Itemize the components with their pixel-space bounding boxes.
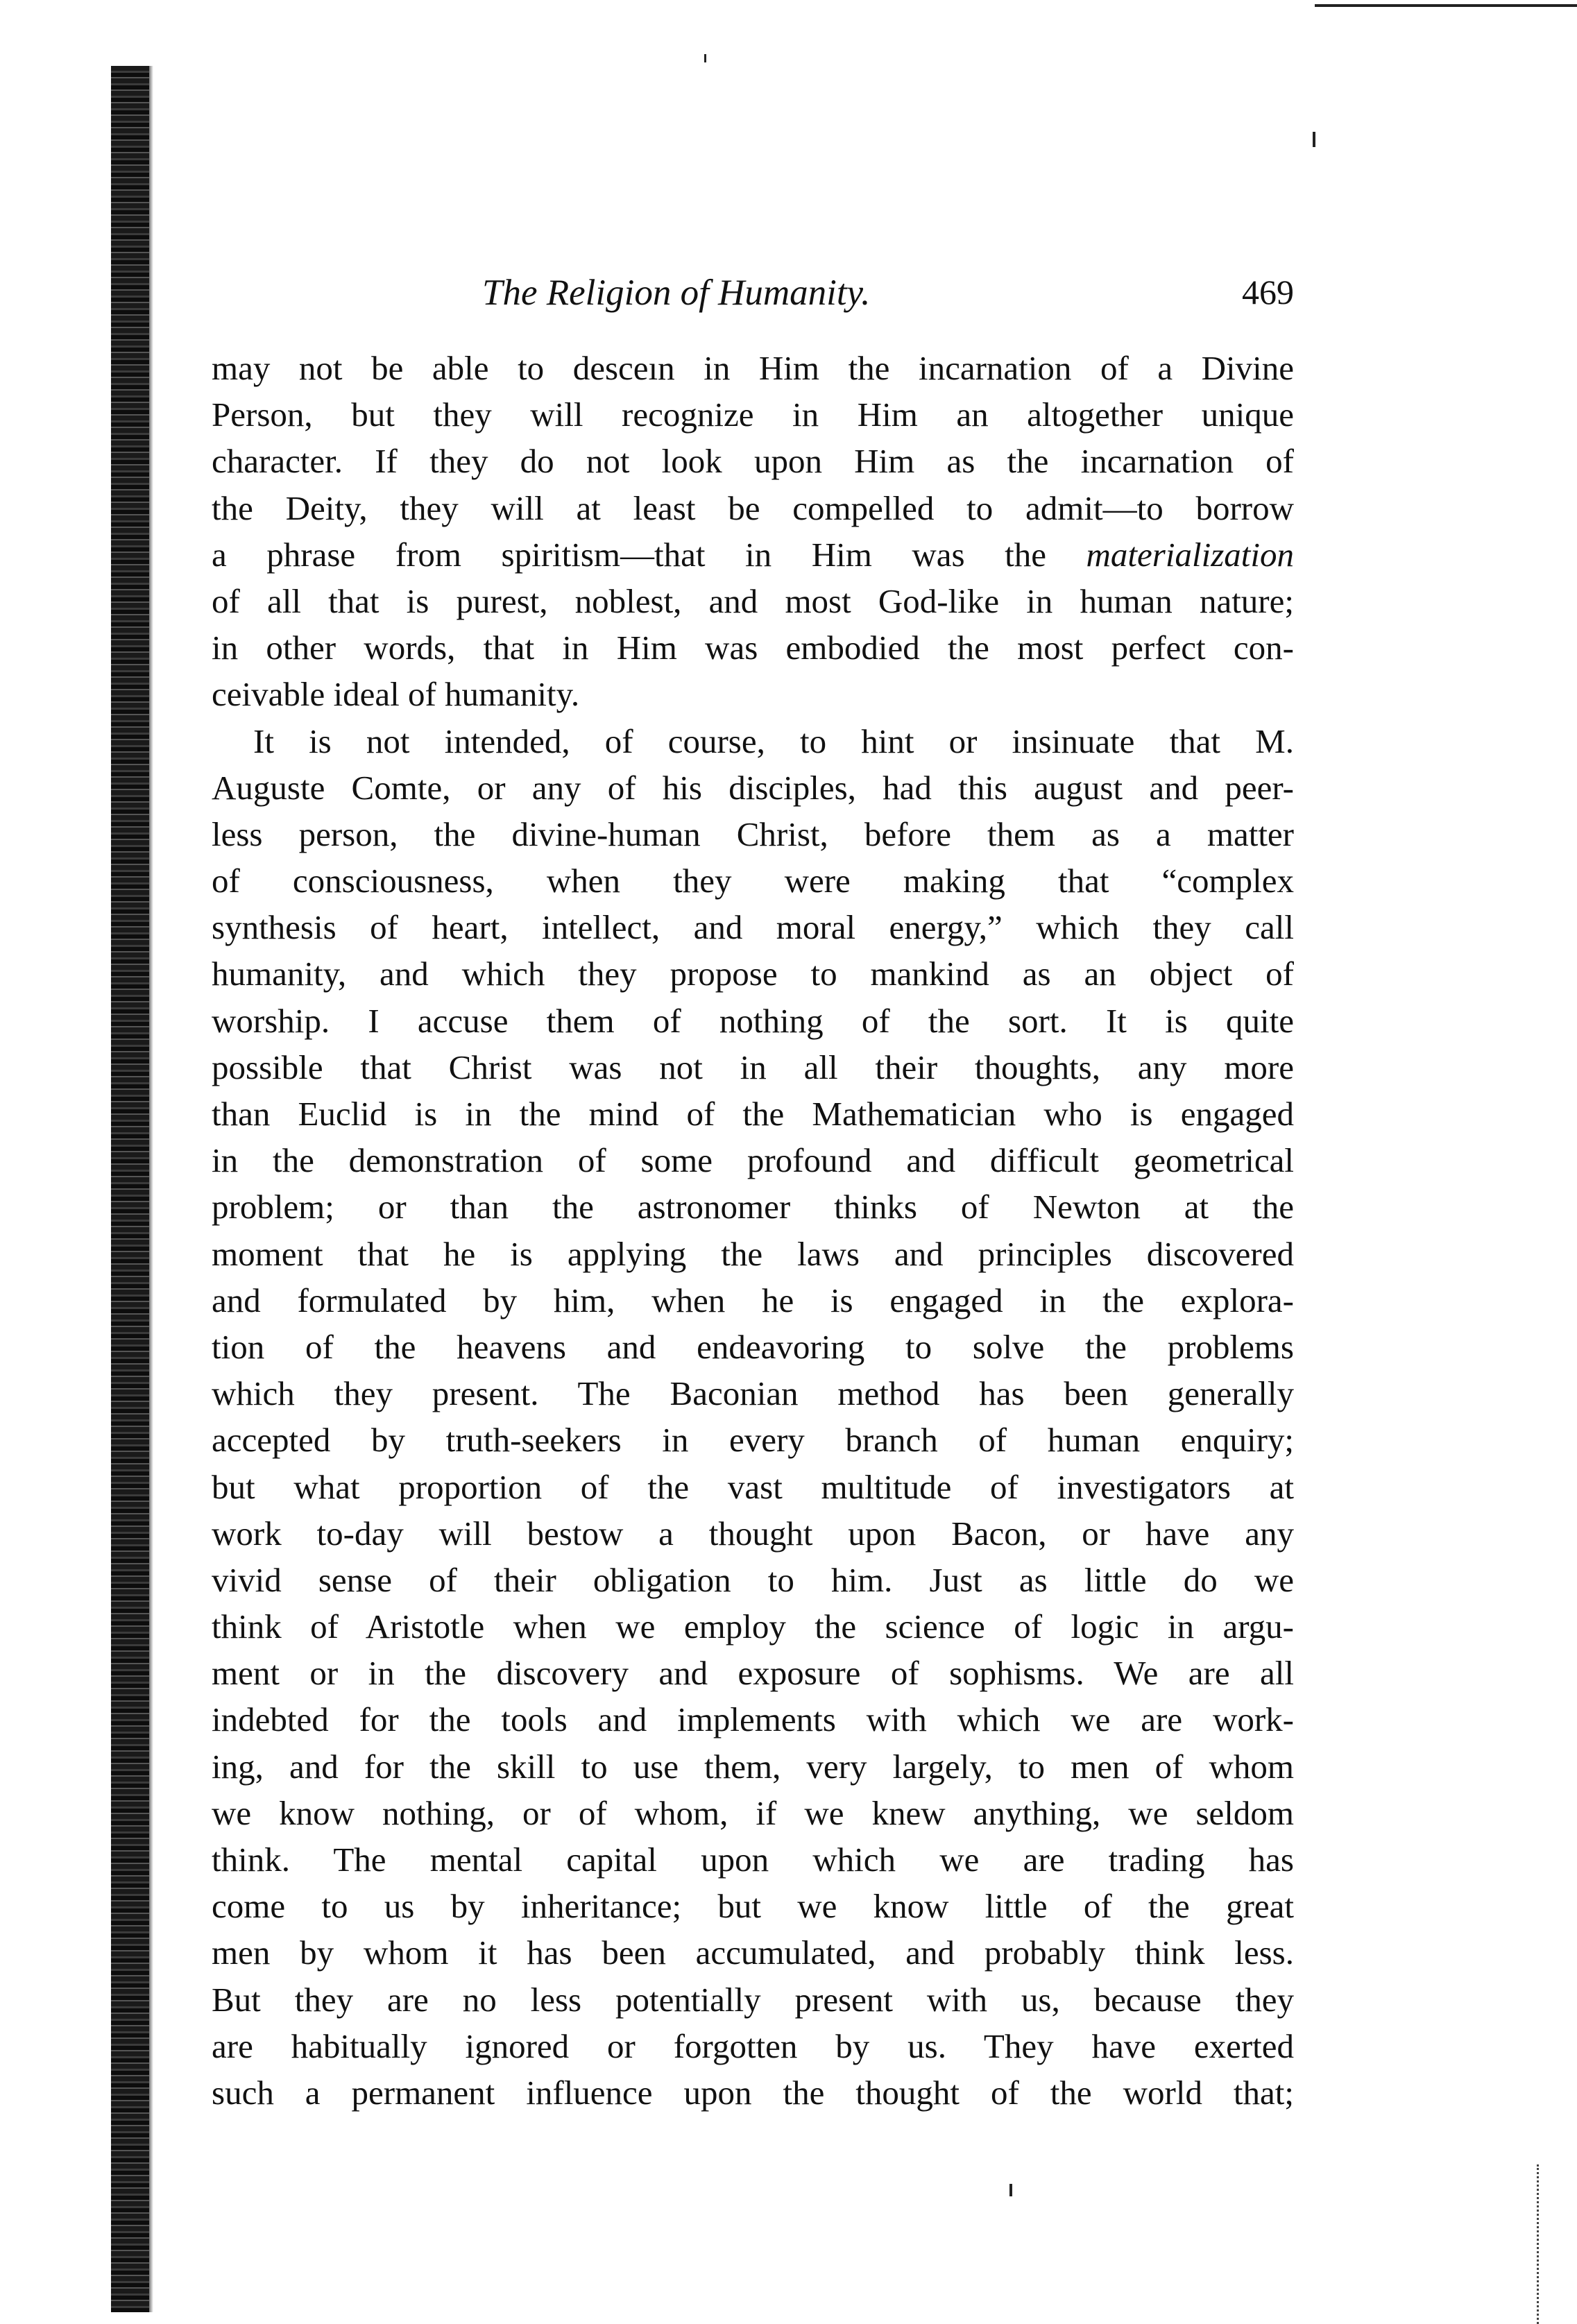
scan-edge-rule — [1315, 4, 1577, 7]
text-line: such a permanent influence upon the thought of the world that; — [212, 2073, 1294, 2112]
text-line: are habitually ignored or forgotten by us. They have exerted — [212, 2026, 1294, 2065]
text-line: possible that Christ was not in all their thoughts, any more — [212, 1048, 1294, 1086]
italic-term: materialization — [1086, 535, 1294, 574]
text-line: worship. I accuse them of nothing of the sort. It is quite — [212, 1001, 1294, 1040]
scan-speck — [1009, 2184, 1012, 2196]
text-line: ing, and for the skill to use them, very largely, to men of whom — [212, 1747, 1294, 1786]
text-line: vivid sense of their obligation to him. Just as little do we — [212, 1560, 1294, 1599]
text-line: ment or in the discovery and exposure of sophisms. We are all — [212, 1654, 1294, 1693]
text-line: and formulated by him, when he is engaged in the explora- — [212, 1281, 1294, 1319]
text-line: the Deity, they will at least be compelled to admit—to borrow — [212, 488, 1294, 527]
text-line: think of Aristotle when we employ the science of logic in argu- — [212, 1607, 1294, 1646]
text-line: less person, the divine-human Christ, before them as a matter — [212, 814, 1294, 853]
page-number: 469 — [1242, 273, 1294, 311]
text-line: Auguste Comte, or any of his disciples, had this august and peer- — [212, 768, 1294, 807]
text-line: in other words, that in Him was embodied the most perfect con- — [212, 629, 1294, 667]
text-line: indebted for the tools and implements with which we are work- — [212, 1700, 1294, 1739]
text-line: synthesis of heart, intellect, and moral energy,” which they call — [212, 908, 1294, 947]
scan-margin-mark — [1537, 2164, 1549, 2324]
text-line: moment that he is applying the laws and principles discovered — [212, 1234, 1294, 1273]
text-line: men by whom it has been accumulated, and probably think less. — [212, 1933, 1294, 1972]
text-line: in the demonstration of some profound and difficult geometrical — [212, 1141, 1294, 1180]
text-line: But they are no less potentially present with us, because they — [212, 1980, 1294, 2019]
text-line: problem; or than the astronomer thinks of Newton at the — [212, 1188, 1294, 1227]
text-line: of all that is purest, noblest, and most God-like in human nature; — [212, 581, 1294, 620]
body-text — [212, 345, 1294, 2116]
text-line: may not be able to desceın in Him the incarnation of a Divine — [212, 349, 1294, 387]
running-title: The Religion of Humanity. — [482, 273, 871, 313]
text-line: It is not intended, of course, to hint or insinuate that M. — [253, 721, 1294, 760]
page-header — [208, 272, 1294, 321]
text-line — [212, 531, 1294, 578]
text-segment: a phrase from spiritism—that in Him was the — [212, 535, 1086, 574]
text-line: work to-day will bestow a thought upon Bacon, or have any — [212, 1514, 1294, 1553]
text-line: we know nothing, or of whom, if we knew anything, we seldom — [212, 1793, 1294, 1832]
text-line: tion of the heavens and endeavoring to solve the problems — [212, 1327, 1294, 1366]
text-line: humanity, and which they propose to mankind as an object of — [212, 955, 1294, 993]
text-line: which they present. The Baconian method has been generally — [212, 1374, 1294, 1413]
text-line: come to us by inheritance; but we know little of the great — [212, 1887, 1294, 1926]
text-line: Person, but they will recognize in Him an altogether unique — [212, 395, 1294, 434]
scan-speck — [1313, 132, 1315, 147]
text-line: character. If they do not look upon Him as the incarnation of — [212, 442, 1294, 481]
text-line: ceivable ideal of humanity. — [212, 675, 580, 714]
text-line: of consciousness, when they were making that “complex — [212, 862, 1294, 900]
book-binding-edge — [111, 66, 149, 2312]
text-line: but what proportion of the vast multitude of investigators at — [212, 1467, 1294, 1506]
text-line: than Euclid is in the mind of the Mathematician who is engaged — [212, 1095, 1294, 1133]
text-line: accepted by truth-seekers in every branch of human enquiry; — [212, 1421, 1294, 1460]
text-line: think. The mental capital upon which we are trading has — [212, 1840, 1294, 1879]
scan-speck — [704, 54, 706, 62]
